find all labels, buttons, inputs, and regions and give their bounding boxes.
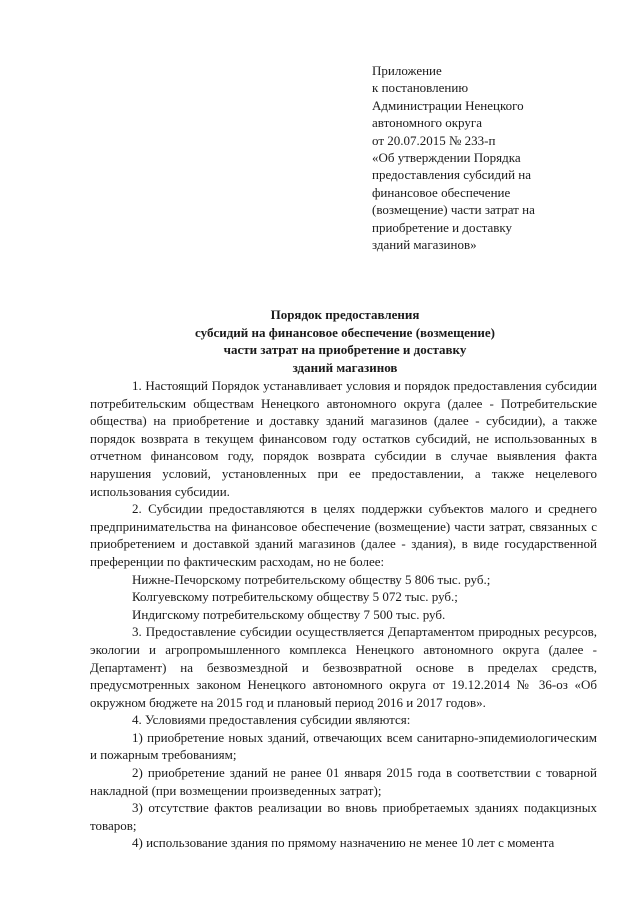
appendix-line: приобретение и доставку: [372, 219, 512, 235]
appendix-line: (возмещение) части затрат на: [372, 202, 535, 218]
appendix-line: зданий магазинов»: [372, 237, 477, 253]
title-line: субсидий на финансовое обеспечение (возмещение): [195, 324, 495, 340]
appendix-line: автономного округа: [372, 115, 482, 131]
paragraph: 3) отсутствие фактов реализации во вновь приобретаемых зданиях подакцизных товаров;: [90, 800, 597, 833]
paragraph: 2) приобретение зданий не ранее 01 января 2015 года в соответствии с товарной накладной (при возмещении произведенных затрат);: [90, 765, 597, 798]
appendix-line: «Об утверждении Порядка: [372, 150, 521, 166]
paragraph: Нижне-Печорскому потребительскому обществу 5 806 тыс. руб.;: [132, 571, 491, 587]
appendix-line: финансовое обеспечение: [372, 184, 511, 200]
paragraph: Индигскому потребительскому обществу 7 500 тыс. руб.: [132, 606, 446, 622]
appendix-line: к постановлению: [372, 80, 469, 96]
appendix-line: Администрации Ненецкого: [372, 97, 524, 113]
appendix-block: [372, 62, 622, 253]
title-line: зданий магазинов: [292, 359, 398, 375]
paragraph: 4. Условиями предоставления субсидии являются:: [132, 712, 411, 728]
appendix-line: от 20.07.2015 № 233-п: [372, 132, 496, 148]
paragraph: 1. Настоящий Порядок устанавливает условия и порядок предоставления субсидии потребительским обществам Ненецкого автономного округа (далее - Потребительские общества) на приобретение и доставку зданий магазинов (далее - субсидии), а также порядок возврата в текущем финансовом году остатков субсидий, не использованных в отчетном финансовом году, порядок возврата субсидии в случае выявления факта нарушения условий, установленных при ее предоставлении, а также нецелевого использования субсидии.: [90, 378, 597, 499]
title-line: части затрат на приобретение и доставку: [223, 342, 467, 357]
appendix-line: Приложение: [372, 63, 442, 78]
paragraph: 3. Предоставление субсидии осуществляется Департаментом природных ресурсов, экологии и агропромышленного комплекса Ненецкого автономного округа (далее - Департамент) на безвозмездной и безвозвратной основе в пределах средств, предусмотренных законом Ненецкого автономного округа от 19.12.2014 № 36-оз «Об окружном бюджете на 2015 год и плановый период 2016 и 2017 годов».: [90, 624, 597, 710]
paragraph: 1) приобретение новых зданий, отвечающих всем санитарно-эпидемиологическим и пожарным требованиям;: [90, 729, 597, 763]
document-body: [90, 377, 597, 852]
paragraph: 2. Субсидии предоставляются в целях поддержки субъектов малого и среднего предпринимательства на финансовое обеспечение (возмещение) части затрат, связанных с приобретением и доставкой зданий магазинов (далее - здания), в виде государственной преференции по фактическим расходам, но не более:: [90, 501, 597, 569]
title-line: Порядок предоставления: [270, 307, 420, 322]
paragraph: Колгуевскому потребительскому обществу 5 072 тыс. руб.;: [132, 589, 458, 605]
document-title: [90, 306, 600, 376]
paragraph: 4) использование здания по прямому назначению не менее 10 лет с момента: [132, 835, 555, 851]
appendix-line: предоставления субсидий на: [372, 167, 532, 183]
